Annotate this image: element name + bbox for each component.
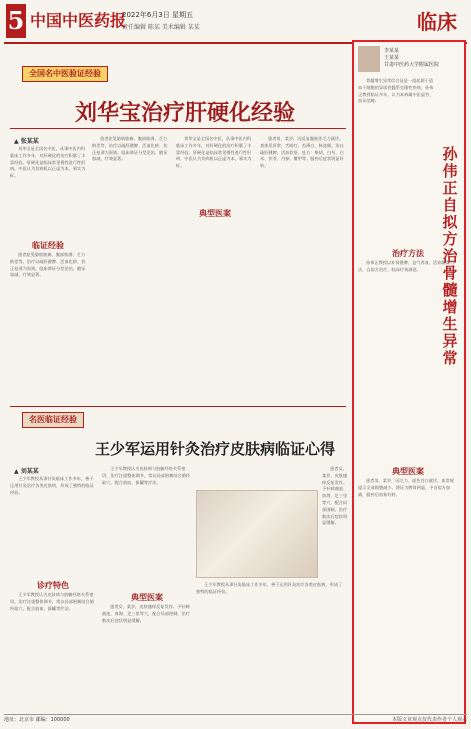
- article2-subhead-1: 诊疗特色: [37, 581, 69, 590]
- article2-section-banner: 名医临证经验: [22, 412, 84, 428]
- article1-body-1-text: 患者症见胁肋胀痛、腹部胀满、乏力纳差等，治疗以疏肝健脾、活血化瘀、扶正祛邪为原则。临床辨证分型论治，随证加减，疗效显著。: [10, 252, 86, 278]
- right-body-1: [358, 260, 458, 460]
- article2-body-2-text: 患者女，某岁，皮肤瘙痒反复发作。予针刺曲池、血海、足三里等穴，配合局部围刺，治疗数次后症状明显缓解。: [102, 604, 190, 623]
- right-title: 孙伟正自拟方治骨髓增生异常: [442, 145, 458, 367]
- right-body-1-text: 孙伟正教授以补肾健脾、益气养血、活血解毒为法，自拟方治疗，临床疗效满意。: [358, 260, 454, 272]
- author-name: 李某某: [384, 48, 400, 54]
- footer-left: 地址：北京市 邮编：100000: [4, 717, 70, 723]
- title-divider: [10, 128, 346, 129]
- author-meta: [384, 48, 460, 69]
- article1-byline: ▲ 张某某: [14, 138, 39, 145]
- article1-body-col2-text: 患者症见胁肋胀痛、腹部胀满、乏力纳差等，治疗以疏肝健脾、活血化瘀、扶正祛邪为原则。临床辨证分型论治，随证加减，疗效显著。: [92, 136, 168, 162]
- article2-subhead-2: 典型医案: [131, 593, 163, 602]
- article2-byline: ▲ 刘某某: [14, 468, 39, 475]
- article1-title: 刘华宝治疗肝硬化经验: [74, 101, 295, 126]
- article1-body-1: [10, 252, 86, 402]
- article1-body-col3: [176, 136, 254, 402]
- article2-body-col4-text: 患者女，某岁，皮肤瘙痒反复发作。予针刺曲池、血海、足三里等穴，配合局部围刺，治疗数次后症状明显缓解。: [322, 466, 348, 526]
- section-divider: [10, 406, 346, 407]
- article2-body-col4: [322, 466, 348, 576]
- article1-subhead-2: 典型医案: [199, 209, 231, 218]
- right-intro-text: 骨髓增生异常综合征是一组起源于造血干细胞的异质性髓系克隆性疾病，孙伟正教授临证多年，认为本病属中医虚劳、血证范畴。: [358, 78, 434, 104]
- article1-body-2-text: 患者男，某岁，因反复腹胀伴乏力就诊。查体见肝掌，舌暗红，苔薄白，脉弦细。治以疏肝健脾，活血软坚。处方：柴胡、白芍、白术、茯苓、丹参、鳖甲等。服药后症状明显好转。: [260, 136, 344, 169]
- article1-subhead-1: 临证经验: [32, 241, 64, 250]
- article2-body-1-text: 王少军教授认为皮肤病与脏腑经络关系密切，治疗注重整体调节，常以局部围刺结合循经取穴，配合放血、拔罐等疗法。: [10, 592, 94, 611]
- right-body-2-text: 患者男，某岁，因乏力、面色苍白就诊。血常规提示全血细胞减少。辨证为脾肾两虚，予自拟方加减，服药后血象好转。: [358, 478, 454, 497]
- page-number: 5: [6, 4, 26, 38]
- author-photo: [358, 46, 380, 72]
- right-intro: [358, 78, 434, 238]
- right-body-2: [358, 478, 458, 714]
- right-column-article: [352, 40, 466, 724]
- right-subhead-1: 治疗方法: [392, 249, 424, 258]
- article2-intro: [10, 476, 96, 576]
- author-role: 王某某: [384, 55, 400, 61]
- article2-title: 王少军运用针灸治疗皮肤病临证心得: [94, 440, 335, 458]
- section-title: 临床: [417, 10, 457, 34]
- issue-date: 2022年6月3日 星期五: [122, 11, 193, 19]
- article2-body-col2-text: 王少军教授认为皮肤病与脏腑经络关系密切，治疗注重整体调节，常以局部围刺结合循经取穴，配合放血、拔罐等疗法。: [102, 466, 190, 485]
- series-banner: 全国名中医验证经验: [22, 66, 108, 82]
- article2-body-col3: [196, 582, 346, 708]
- right-subhead-2: 典型医案: [392, 467, 424, 476]
- article2-body-col3-text: 王少军教授从事针灸临床工作多年，善于运用针灸治疗各类皮肤病，形成了独特的临证经验。: [196, 582, 343, 594]
- article2-body-1: [10, 592, 96, 708]
- article1-intro: [10, 146, 86, 236]
- acupuncture-photo: [196, 490, 318, 578]
- newspaper-name: 中国中医药报: [30, 11, 127, 30]
- article1-body-col2: [92, 136, 170, 402]
- article1-body-col3-text: 刘华宝是全国名中医，从事中医内科临床工作多年，对肝硬化的治疗积累了丰富经验。肝硬化是临床常见慢性进行性肝病，中医认为其病机以正虚为本，邪实为标。: [176, 136, 252, 169]
- article1-intro-text: 刘华宝是全国名中医，从事中医内科临床工作多年，对肝硬化的治疗积累了丰富经验。肝硬化是临床常见慢性进行性肝病，中医认为其病机以正虚为本，邪实为标。: [10, 146, 86, 179]
- masthead: [4, 4, 467, 44]
- article1-body-2: [260, 136, 346, 402]
- article2-body-col2: [102, 466, 192, 586]
- footer-right: 本版文章观点仅代表作者个人观点: [391, 717, 467, 723]
- author-unit: 甘肃中医药大学附属医院: [384, 62, 440, 68]
- editor-line: 责任编辑 陈某 美术编辑 某某: [122, 24, 200, 31]
- page-footer: [4, 714, 467, 723]
- article2-body-2: [102, 604, 192, 708]
- article2-intro-text: 王少军教授从事针灸临床工作多年，善于运用针灸治疗各类皮肤病，形成了独特的临证经验。: [10, 476, 94, 495]
